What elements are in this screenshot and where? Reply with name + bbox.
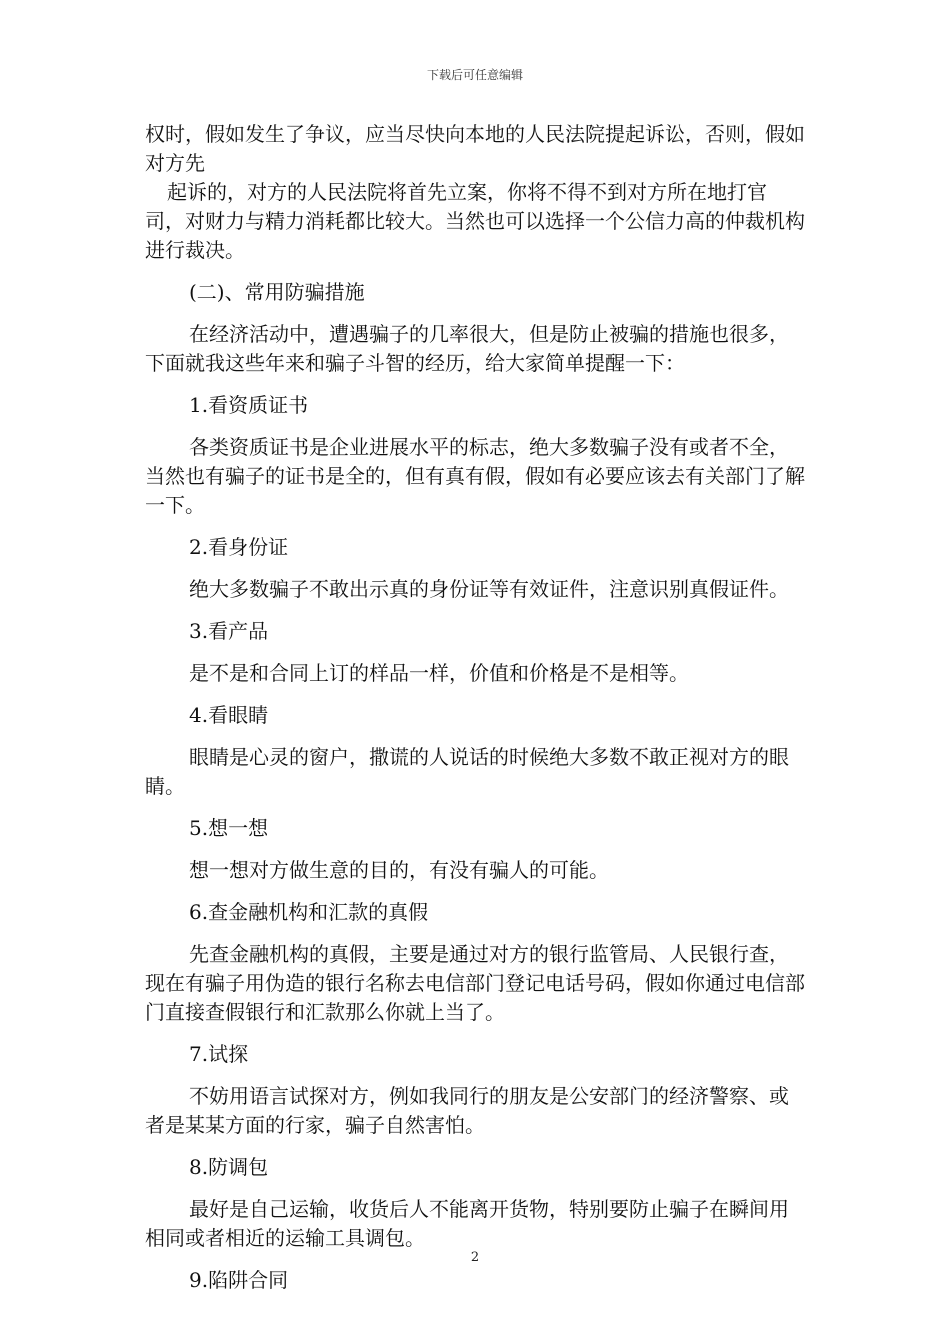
item-heading-3: 3.看产品 — [189, 619, 269, 643]
item-heading-1: 1.看资质证书 — [189, 393, 309, 417]
paragraph: 最好是自己运输，收货后人不能离开货物，特别要防止骗子在瞬间用相同或者相近的运输工具调包。 — [145, 1197, 789, 1250]
paragraph: 各类资质证书是企业进展水平的标志，绝大多数骗子没有或者不全，当然也有骗子的证书是全的，但有真有假，假如有必要应该去有关部门了解一下。 — [145, 435, 805, 517]
item-heading-4: 4.看眼睛 — [189, 703, 269, 727]
paragraph: 在经济活动中，遭遇骗子的几率很大，但是防止被骗的措施也很多，下面就我这些年来和骗子斗智的经历，给大家简单提醒一下： — [145, 322, 789, 375]
paragraph-continued-2: 起诉的，对方的人民法院将首先立案，你将不得不到对方所在地打官司，对财力与精力消耗都比较大。当然也可以选择一个公信力高的仲裁机构进行裁决。 — [145, 180, 805, 262]
item-heading-5: 5.想一想 — [189, 816, 269, 840]
document-body — [145, 120, 805, 1295]
section-heading: (二)、常用防骗措施 — [189, 280, 365, 304]
paragraph-continued: 权时，假如发生了争议，应当尽快向本地的人民法院提起诉讼，否则，假如对方先 — [145, 122, 805, 175]
item-heading-9: 9.陷阱合同 — [189, 1268, 289, 1292]
item-heading-2: 2.看身份证 — [189, 535, 289, 559]
paragraph: 眼睛是心灵的窗户，撒谎的人说话的时候绝大多数不敢正视对方的眼睛。 — [145, 745, 789, 798]
paragraph: 是不是和合同上订的样品一样，价值和价格是不是相等。 — [189, 661, 689, 685]
paragraph: 先查金融机构的真假，主要是通过对方的银行监管局、人民银行查，现在有骗子用伪造的银行名称去电信部门登记电话号码，假如你通过电信部门直接查假银行和汇款那么你就上当了。 — [145, 942, 805, 1024]
item-heading-8: 8.防调包 — [189, 1155, 269, 1179]
item-heading-6: 6.查金融机构和汇款的真假 — [189, 900, 429, 924]
page-header: 下载后可任意编辑 — [426, 68, 523, 82]
paragraph: 不妨用语言试探对方，例如我同行的朋友是公安部门的经济警察、或者是某某方面的行家，骗子自然害怕。 — [145, 1084, 789, 1137]
paragraph: 想一想对方做生意的目的，有没有骗人的可能。 — [189, 858, 609, 882]
item-heading-7: 7.试探 — [189, 1042, 249, 1066]
page-number: 2 — [470, 1250, 480, 1265]
paragraph: 绝大多数骗子不敢出示真的身份证等有效证件，注意识别真假证件。 — [189, 577, 789, 601]
